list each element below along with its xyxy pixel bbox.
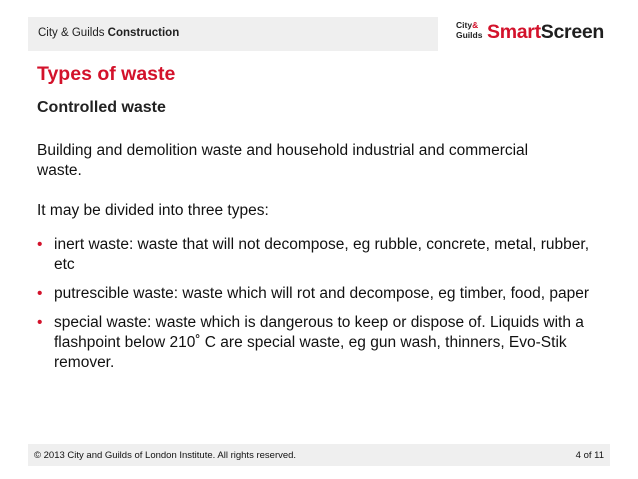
header-bar <box>28 17 438 51</box>
waste-types-list <box>37 235 597 382</box>
intro-paragraph: Building and demolition waste and household industrial and commercial waste. <box>37 142 529 179</box>
list-item <box>37 235 597 275</box>
bullet-text: putrescible waste: waste which will rot and decompose, eg timber, food, paper <box>54 285 590 302</box>
slide-subtitle: Controlled waste <box>37 99 166 116</box>
copyright-text: © 2013 City and Guilds of London Institute. All rights reserved. <box>34 450 297 461</box>
slide-title: Types of waste <box>37 63 176 85</box>
bullet-text: inert waste: waste that will not decompose, eg rubble, concrete, metal, rubber, etc <box>54 236 590 273</box>
logo-smart: Smart <box>487 21 541 43</box>
brand-prefix: City & Guilds <box>38 27 105 39</box>
bullet-text: special waste: waste which is dangerous to keep or dispose of. Liquids with a flashpoint below 210˚ C are special waste, eg gun wash, thinners, Evo-Stik remover. <box>54 314 584 371</box>
list-item <box>37 313 597 373</box>
brand-bold: Construction <box>107 27 180 39</box>
city-guilds-logo <box>456 21 486 47</box>
bullet-marker: • <box>37 314 43 331</box>
types-intro: It may be divided into three types: <box>37 202 269 219</box>
list-item <box>37 284 597 304</box>
smartscreen-wordmark <box>487 21 604 44</box>
page-number: 4 of 11 <box>575 450 604 461</box>
brand-label <box>38 27 179 39</box>
smartscreen-logo <box>456 17 606 51</box>
logo-screen: Screen <box>540 21 605 43</box>
logo-amp: & <box>472 20 479 30</box>
logo-city: City <box>456 20 473 30</box>
bullet-marker: • <box>37 285 43 302</box>
bullet-marker: • <box>37 236 43 253</box>
footer-bar <box>28 444 610 466</box>
logo-guilds: Guilds <box>456 29 483 40</box>
